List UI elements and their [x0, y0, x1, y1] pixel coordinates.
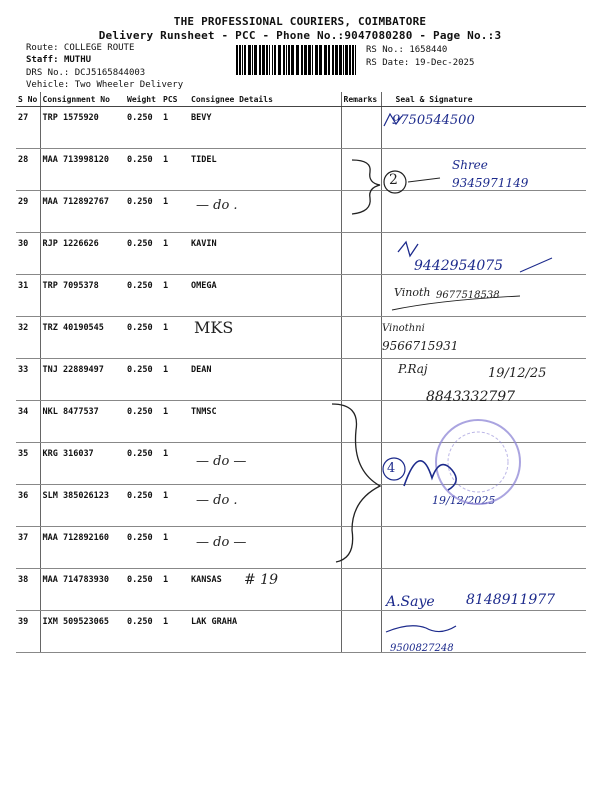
- staff-label: Staff:: [26, 55, 59, 65]
- cell-consignee: KAVIN: [189, 233, 341, 275]
- cell-sno: 31: [16, 275, 40, 317]
- consignee-row32-handwritten: MKS: [194, 318, 234, 337]
- cell-weight: 0.250: [125, 611, 161, 653]
- cell-sno: 33: [16, 359, 40, 401]
- drs-number: DRS No.: DCJ5165844003: [26, 68, 146, 78]
- cell-weight: 0.250: [125, 527, 161, 569]
- note-row38: # 19: [244, 572, 278, 588]
- rs-date: RS Date: 19-Dec-2025: [366, 58, 475, 68]
- cell-pcs: 1: [161, 233, 189, 275]
- signature-row38-phone: 8148911977: [466, 592, 556, 608]
- cell-weight: 0.250: [125, 359, 161, 401]
- signature-row38-name: A.Saye: [386, 594, 435, 610]
- cell-consignee: DEAN: [189, 359, 341, 401]
- ditto-row35: — do —: [196, 454, 247, 469]
- signature-row39-phone: 9500827248: [390, 643, 454, 654]
- signature-row27: 9750544500: [392, 113, 475, 128]
- cell-sno: 29: [16, 191, 40, 233]
- cell-consignee: BEVY: [189, 107, 341, 149]
- cell-weight: 0.250: [125, 317, 161, 359]
- cell-consignment: TRP 7095378: [40, 275, 125, 317]
- cell-sno: 34: [16, 401, 40, 443]
- cell-sno: 39: [16, 611, 40, 653]
- col-header-pcs: PCS: [161, 92, 189, 107]
- bracket-count-row34: 4: [387, 461, 396, 476]
- col-header-seal-signature: Seal & Signature: [381, 92, 586, 107]
- cell-consignee: LAK GRAHA: [189, 611, 341, 653]
- cell-pcs: 1: [161, 443, 189, 485]
- signature-row31-phone: 9677518538: [436, 290, 500, 301]
- bracket-date-row34: 19/12/2025: [432, 494, 496, 507]
- cell-consignment: RJP 1226626: [40, 233, 125, 275]
- cell-consignment: MAA 712892767: [40, 191, 125, 233]
- vehicle-label: Vehicle: Two Wheeler Delivery: [26, 80, 184, 90]
- cell-sno: 28: [16, 149, 40, 191]
- staff-value: MUTHU: [63, 55, 92, 65]
- cell-sno: 38: [16, 569, 40, 611]
- cell-weight: 0.250: [125, 443, 161, 485]
- cell-pcs: 1: [161, 107, 189, 149]
- col-header-remarks: Remarks: [341, 92, 381, 107]
- col-header-consignee: Consignee Details: [189, 92, 341, 107]
- cell-sno: 27: [16, 107, 40, 149]
- ditto-row37: — do —: [196, 535, 247, 550]
- cell-pcs: 1: [161, 485, 189, 527]
- cell-sno: 30: [16, 233, 40, 275]
- cell-pcs: 1: [161, 317, 189, 359]
- cell-pcs: 1: [161, 569, 189, 611]
- cell-consignment: SLM 385026123: [40, 485, 125, 527]
- signature-row32-name: Vinothni: [382, 323, 425, 334]
- cell-weight: 0.250: [125, 275, 161, 317]
- ditto-row29: — do .: [196, 198, 238, 213]
- cell-weight: 0.250: [125, 233, 161, 275]
- cell-consignment: TRP 1575920: [40, 107, 125, 149]
- cell-consignment: TNJ 22889497: [40, 359, 125, 401]
- cell-pcs: 1: [161, 149, 189, 191]
- signature-row33-phone: 8843332797: [426, 389, 516, 405]
- cell-consignment: MAA 714783930: [40, 569, 125, 611]
- signature-row33-date: 19/12/25: [488, 366, 547, 381]
- cell-weight: 0.250: [125, 569, 161, 611]
- col-header-consignment: Consignment No: [40, 92, 125, 107]
- cell-consignment: MAA 712892160: [40, 527, 125, 569]
- signature-row28-phone: 9345971149: [452, 176, 529, 190]
- cell-pcs: 1: [161, 359, 189, 401]
- signature-row32-phone: 9566715931: [382, 339, 459, 353]
- cell-consignment: MAA 713998120: [40, 149, 125, 191]
- cell-consignment: IXM 509523065: [40, 611, 125, 653]
- cell-weight: 0.250: [125, 485, 161, 527]
- ditto-row36: — do .: [196, 493, 238, 508]
- route-label: Route: COLLEGE ROUTE: [26, 43, 135, 53]
- signature-row28-name: Shree: [452, 158, 488, 172]
- cell-consignment: TRZ 40190545: [40, 317, 125, 359]
- cell-pcs: 1: [161, 527, 189, 569]
- bracket-count-row28: 2: [389, 172, 398, 188]
- cell-consignee: KANSAS: [189, 569, 341, 611]
- company-title: THE PROFESSIONAL COURIERS, COIMBATORE: [173, 15, 427, 28]
- col-header-sno: S No: [16, 92, 40, 107]
- cell-consignee: OMEGA: [189, 275, 341, 317]
- cell-sno: 32: [16, 317, 40, 359]
- rs-number: RS No.: 1658440: [366, 45, 448, 55]
- cell-consignee: TIDEL: [189, 149, 341, 191]
- signature-row31-name: Vinoth: [394, 286, 431, 299]
- cell-pcs: 1: [161, 191, 189, 233]
- cell-weight: 0.250: [125, 107, 161, 149]
- cell-pcs: 1: [161, 611, 189, 653]
- cell-sno: 35: [16, 443, 40, 485]
- cell-consignment: NKL 8477537: [40, 401, 125, 443]
- cell-weight: 0.250: [125, 149, 161, 191]
- runsheet-subtitle: Delivery Runsheet - PCC - Phone No.:9047080280 - Page No.:3: [98, 29, 502, 42]
- cell-weight: 0.250: [125, 401, 161, 443]
- cell-sno: 37: [16, 527, 40, 569]
- signature-row33-name: P.Raj: [398, 362, 428, 376]
- cell-sno: 36: [16, 485, 40, 527]
- cell-pcs: 1: [161, 275, 189, 317]
- cell-consignment: KRG 316037: [40, 443, 125, 485]
- cell-pcs: 1: [161, 401, 189, 443]
- cell-weight: 0.250: [125, 191, 161, 233]
- signature-row30-phone: 9442954075: [414, 258, 504, 274]
- col-header-weight: Weight: [125, 92, 161, 107]
- cell-consignee: TNMSC: [189, 401, 341, 443]
